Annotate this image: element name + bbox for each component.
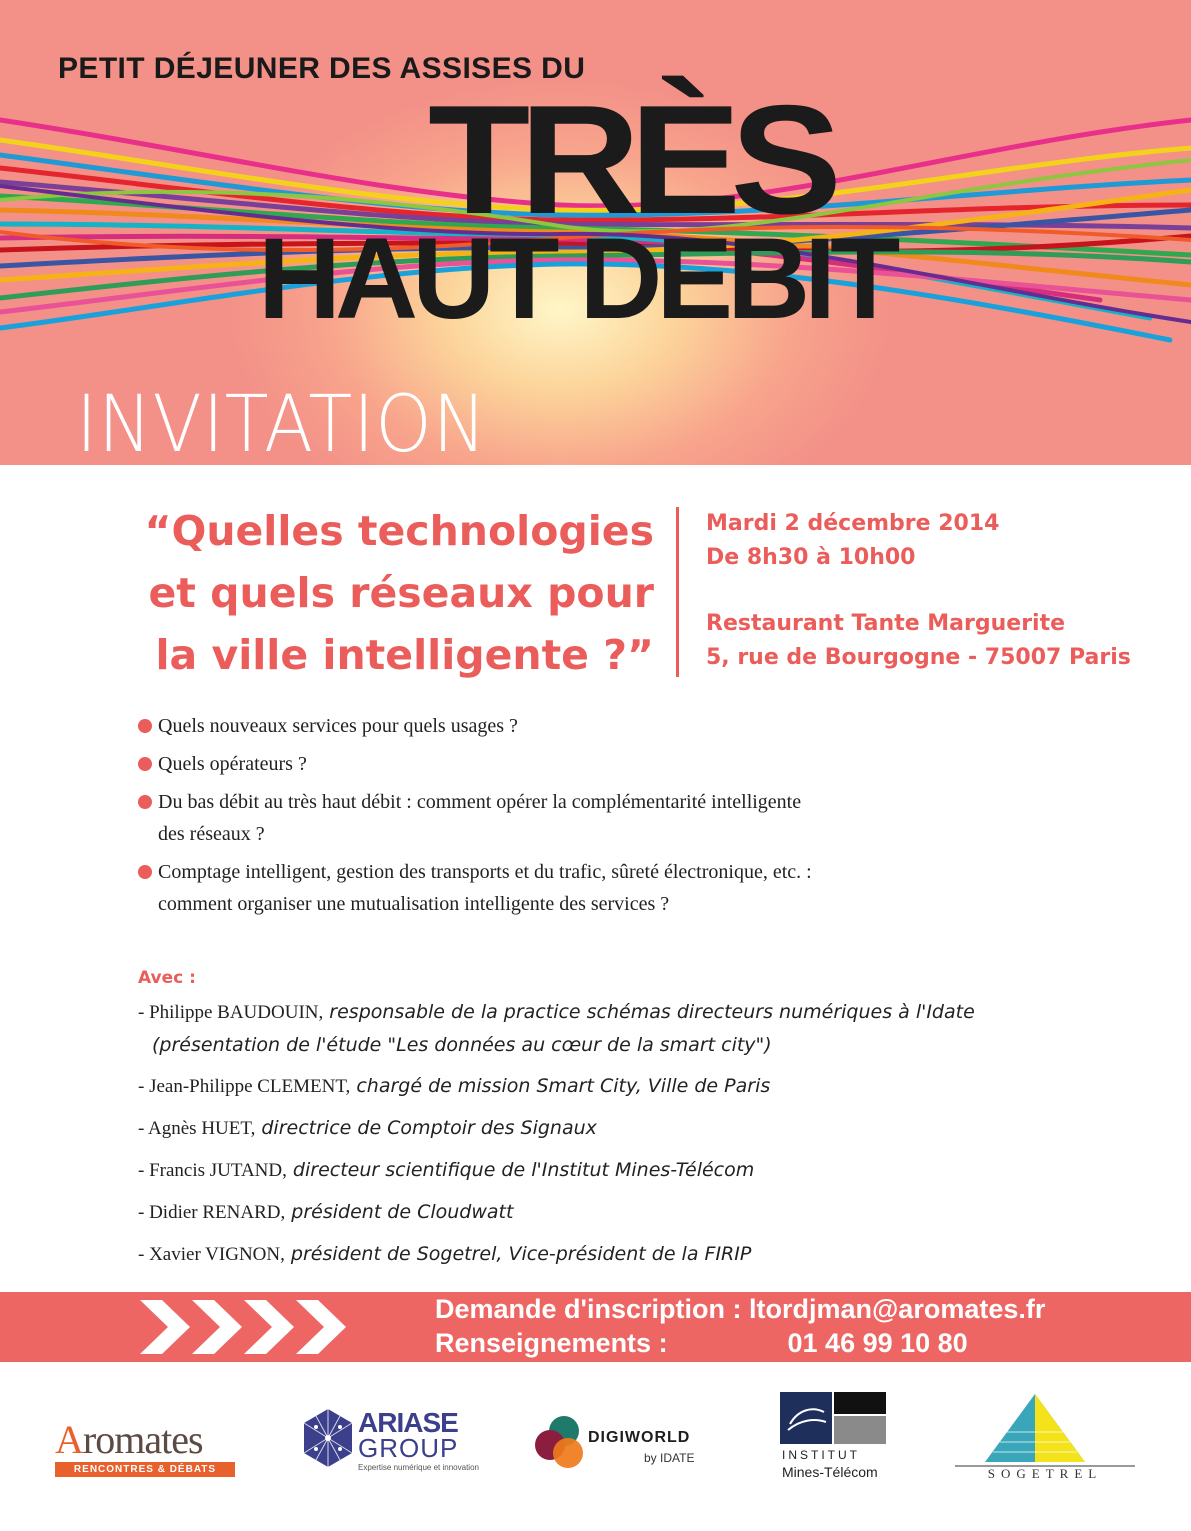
speaker-role: président de Sogetrel, Vice-président de la FIRIP bbox=[290, 1243, 752, 1265]
bullet-text: Comptage intelligent, gestion des transports et du trafic, sûreté électronique, etc. : bbox=[158, 861, 812, 883]
bullet-dot-icon bbox=[138, 757, 152, 771]
registration-label: Demande d'inscription : bbox=[435, 1294, 742, 1324]
bullet-text: des réseaux ? bbox=[158, 823, 265, 845]
bullet-dot-icon bbox=[138, 719, 152, 733]
topic-line: la ville intelligente ?” bbox=[155, 631, 654, 679]
chevrons-icon bbox=[140, 1292, 350, 1362]
speaker-name: Xavier VIGNON, bbox=[149, 1244, 285, 1265]
registration-email[interactable]: ltordjman@aromates.fr bbox=[748, 1294, 1046, 1324]
divider bbox=[676, 507, 679, 677]
bullet-text: Du bas débit au très haut débit : comment opérer la complémentarité intelligente bbox=[158, 791, 802, 813]
list-item bbox=[138, 786, 1098, 850]
bullet-dot-icon bbox=[138, 865, 152, 879]
speaker-role-detail: (présentation de l'étude "Les données au cœur de la smart city") bbox=[152, 1034, 772, 1056]
info-row bbox=[435, 1326, 1045, 1360]
aromates-rest: romates bbox=[82, 1417, 203, 1462]
spacer bbox=[706, 575, 1131, 607]
speaker-role: responsable de la practice schémas directeurs numériques à l'Idate bbox=[329, 1001, 975, 1023]
sogetrel-word: SOGETREL bbox=[987, 1466, 1103, 1481]
speaker: - Xavier VIGNON, président de Sogetrel, Vice-président de la FIRIP bbox=[138, 1243, 752, 1265]
digiworld-word: DIGIWORLD bbox=[588, 1429, 691, 1446]
info-phone[interactable]: 01 46 99 10 80 bbox=[787, 1328, 968, 1358]
list-item bbox=[138, 856, 1098, 920]
speaker: - Jean-Philippe CLEMENT, chargé de mission Smart City, Ville de Paris bbox=[138, 1075, 771, 1097]
event-kicker: PETIT DÉJEUNER DES ASSISES DU bbox=[58, 52, 586, 85]
digiworld-circles-icon bbox=[532, 1413, 588, 1471]
speaker-name: Philippe BAUDOUIN, bbox=[149, 1002, 324, 1023]
info-label: Renseignements : bbox=[435, 1328, 668, 1358]
bullet-text: Quels nouveaux services pour quels usages ? bbox=[158, 715, 518, 737]
event-venue: Restaurant Tante Marguerite bbox=[706, 611, 1066, 636]
event-address: 5, rue de Bourgogne - 75007 Paris bbox=[706, 645, 1131, 670]
ariase-tagline: Expertise numérique et innovation bbox=[358, 1463, 479, 1472]
event-info bbox=[706, 507, 1131, 675]
registration-row bbox=[435, 1292, 1045, 1326]
event-time: De 8h30 à 10h00 bbox=[706, 545, 916, 570]
institut-word: INSTITUT bbox=[782, 1448, 860, 1462]
institut-sub: Mines-Télécom bbox=[782, 1464, 878, 1480]
speaker-role: directrice de Comptoir des Signaux bbox=[261, 1117, 597, 1139]
speaker: - Francis JUTAND, directeur scientifique de l'Institut Mines-Télécom bbox=[138, 1159, 755, 1181]
speaker: - Agnès HUET, directrice de Comptoir des Signaux bbox=[138, 1117, 597, 1139]
ariase-word: ARIASE bbox=[358, 1407, 458, 1438]
bullet-text: Quels opérateurs ? bbox=[158, 753, 307, 775]
aromates-wordmark bbox=[55, 1417, 245, 1462]
speakers-heading: Avec : bbox=[138, 968, 196, 988]
aromates-initial: A bbox=[55, 1417, 83, 1462]
sogetrel-pyramid-icon bbox=[955, 1392, 1135, 1468]
digiworld-logo bbox=[532, 1413, 712, 1473]
aromates-tagline: RENCONTRES & DÉBATS bbox=[55, 1462, 235, 1477]
ariase-logo bbox=[300, 1405, 490, 1485]
hero-banner bbox=[0, 0, 1191, 465]
title-tres: TRÈS bbox=[428, 73, 832, 246]
invitation-heading: INVITATION bbox=[76, 380, 488, 465]
title-haut-debit: HAUT DEBIT bbox=[258, 215, 895, 343]
speaker-name: Jean-Philippe CLEMENT, bbox=[149, 1076, 351, 1097]
speaker-role: directeur scientifique de l'Institut Mines-Télécom bbox=[292, 1159, 755, 1181]
speaker-role: chargé de mission Smart City, Ville de Paris bbox=[356, 1075, 771, 1097]
institut-logo bbox=[780, 1392, 890, 1488]
ariase-group: GROUP bbox=[358, 1433, 459, 1463]
event-date: Mardi 2 décembre 2014 bbox=[706, 511, 1000, 536]
topic-line: et quels réseaux pour bbox=[148, 569, 654, 617]
aromates-logo bbox=[55, 1417, 245, 1477]
digiworld-sub: by IDATE bbox=[644, 1451, 695, 1465]
list-item bbox=[138, 748, 1098, 780]
speaker-role: président de Cloudwatt bbox=[291, 1201, 514, 1223]
sogetrel-logo bbox=[955, 1392, 1135, 1488]
speakers-list bbox=[138, 996, 1138, 1280]
institut-emblem-icon bbox=[780, 1392, 886, 1444]
speaker: - Didier RENARD, président de Cloudwatt bbox=[138, 1201, 514, 1223]
speaker-name: Agnès HUET, bbox=[148, 1118, 256, 1139]
bullet-dot-icon bbox=[138, 795, 152, 809]
topics-list bbox=[138, 710, 1098, 926]
topic-question bbox=[52, 500, 654, 686]
speaker-name: Didier RENARD, bbox=[149, 1202, 286, 1223]
bullet-text: comment organiser une mutualisation intelligente des services ? bbox=[158, 893, 670, 915]
contact-info bbox=[435, 1292, 1045, 1360]
speaker-name: Francis JUTAND, bbox=[149, 1160, 287, 1181]
topic-line: “Quelles technologies bbox=[144, 507, 654, 555]
ariase-network-icon bbox=[300, 1405, 356, 1471]
speaker: - Philippe BAUDOUIN, responsable de la practice schémas directeurs numériques à l'Idate (présentation de l'étude "Les données au cœur de la smart city") bbox=[138, 996, 1138, 1061]
list-item bbox=[138, 710, 1098, 742]
